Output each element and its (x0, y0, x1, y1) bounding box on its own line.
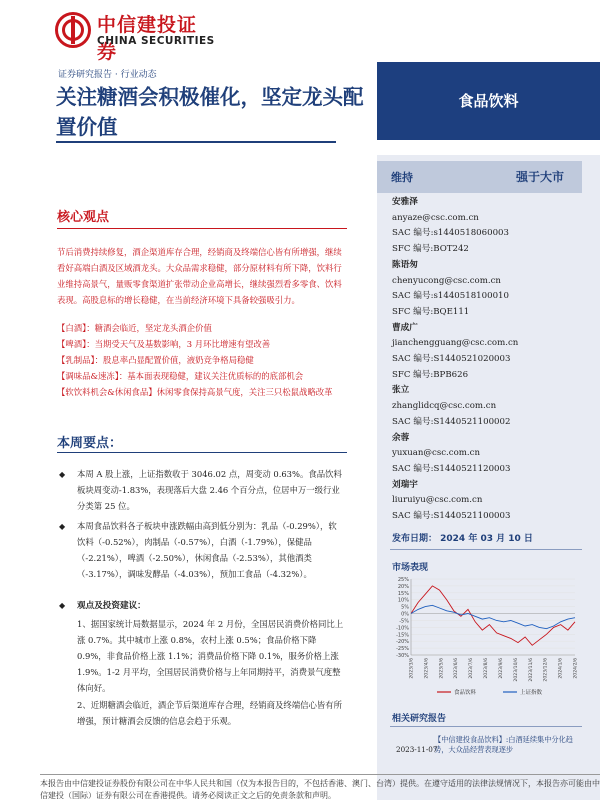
analyst-entry (392, 321, 582, 384)
investment-advice-1: 1、据国家统计局数据显示，2024 年 2 月份，全国居民消费价格同比上涨 0.7%。其中城市上涨 0.8%，农村上涨 0.5%；食品价格下降 0.9%，非食品价格上涨 1.1%；消费品价格下降 0.1%，服务价格上涨 1.9%。1-2 月平均，全国居民消费价格与上年同期持平，消费景气度整体向好。 (77, 619, 344, 693)
analyst-sac: SAC 编号:S1440521100002 (392, 416, 511, 427)
y-tick-label: -10% (396, 625, 409, 632)
y-tick-label: -15% (396, 632, 409, 639)
x-tick-label: 2023/6/6 (454, 658, 460, 679)
analyst-name: 陈语匆 (392, 259, 418, 270)
y-tick-label: -20% (396, 639, 409, 646)
related-report-date: 2023-11-07 (396, 745, 438, 754)
x-tick-label: 2023/8/6 (484, 658, 490, 679)
x-tick-label: 2024/1/6 (558, 658, 564, 679)
y-tick-label: 0% (401, 611, 409, 618)
core-view-points (57, 320, 344, 400)
legend-label-food-beverage: 食品饮料 (454, 690, 477, 696)
analyst-sac: SAC 编号:S1440521120003 (392, 463, 511, 474)
investment-advice-2: 2、近期糖酒会临近，酒企节后渠道库存合理，经销商及终端信心皆有所增强，预计糖酒会反馈的信息会趋于乐观。 (77, 700, 342, 726)
core-point: 【软饮料机会&休闲食品】休闲零食保持高景气度，关注三只松鼠战略改革 (57, 387, 333, 397)
x-tick-label: 2024/2/6 (573, 658, 579, 679)
x-tick-label: 2023/5/6 (439, 658, 445, 679)
analyst-sac: SAC 编号:S1440521020003 (392, 354, 511, 365)
title-divider (56, 141, 336, 143)
y-tick-label: -5% (399, 618, 409, 625)
analyst-email[interactable]: yuxuan@csc.com.cn (392, 448, 481, 459)
x-tick-label: 2023/3/6 (409, 658, 415, 679)
industry-banner (377, 62, 600, 140)
core-point: 【白酒】：糖酒会临近，坚定龙头酒企价值 (57, 323, 212, 333)
analyst-email[interactable]: chenyucong@csc.com.cn (392, 275, 501, 286)
analyst-sfc: SFC 编号:BQE111 (392, 306, 470, 317)
analyst-name: 余蓉 (392, 432, 410, 443)
related-reports-title: 相关研究报告 (392, 714, 447, 724)
csc-logo-icon (55, 12, 91, 48)
x-tick-label: 2023/7/6 (469, 658, 475, 679)
analyst-email[interactable]: liuruiyu@csc.com.cn (392, 495, 483, 506)
analyst-name: 曹成广 (392, 322, 418, 333)
analyst-email[interactable]: jianchengguang@csc.com.cn (392, 338, 519, 349)
diamond-bullet-icon: ◆ (59, 522, 66, 531)
analyst-entry (392, 431, 582, 478)
disclaimer: 本报告由中信建投证券股份有限公司在中华人民共和国（仅为本报告目的，不包括香港、澳门、台湾）提供。在遵守适用的法律法规情况下，本报告亦可能由中信建投（国际）证券有限公司在香港提供。请务必阅读正文之后的免责条款和声明。 (40, 779, 600, 800)
related-reports-divider (390, 726, 582, 727)
y-tick-label: 25% (397, 577, 409, 583)
disclaimer-divider (40, 774, 600, 775)
analyst-sac: SAC 编号:S1440521100003 (392, 511, 511, 522)
core-point: 【啤酒】：当期受天气及基数影响，3 月环比增速有望改善 (57, 339, 271, 349)
legend-label-shanghai-index: 上证指数 (520, 690, 543, 696)
analyst-entry (392, 383, 582, 430)
analyst-entry (392, 478, 582, 525)
analyst-sfc: SFC 编号:BOT242 (392, 244, 469, 255)
related-report-item[interactable] (396, 735, 584, 755)
x-tick-label: 2023/12/6 (543, 658, 549, 682)
market-performance-title: 市场表现 (392, 563, 429, 573)
analyst-sac: SAC 编号:s1440518100010 (392, 291, 509, 302)
analyst-entry (392, 195, 582, 258)
x-tick-label: 2023/10/6 (513, 658, 519, 682)
publish-date-divider (390, 549, 582, 550)
logo-chinese-name: 中信建投证券 (97, 14, 198, 63)
weekly-highlights-divider (57, 452, 347, 453)
diamond-bullet-icon: ◆ (59, 470, 66, 479)
core-point: 【调味品&速冻】：基本面表现稳健，建议关注优质标的的底部机会 (57, 371, 304, 381)
y-tick-label: 15% (397, 590, 409, 597)
report-type: 证券研究报告 · 行业动态 (58, 70, 157, 80)
analyst-list (392, 195, 582, 525)
y-tick-label: 5% (401, 604, 409, 611)
core-view-divider (57, 228, 347, 229)
series-line-shanghai-index (411, 605, 575, 628)
investment-advice-title: 观点及投资建议： (77, 601, 146, 611)
weekly-bullet-2: 本周食品饮料各子板块申涨跌幅由高到低分别为：乳品（-0.29%），软饮料（-0.52%），肉制品（-0.57%），白酒（-1.79%），保健品（-2.21%），啤酒（-2.50%），休闲食品（-2.53%），其他酒类（-3.17%），调味发酵品（-4.03%），预加工食品（-4.32%）。 (77, 521, 337, 579)
x-tick-label: 2023/9/6 (498, 658, 504, 679)
y-tick-label: -30% (396, 653, 409, 659)
y-tick-label: 10% (397, 597, 409, 604)
y-tick-label: 20% (397, 583, 409, 590)
diamond-bullet-icon: ◆ (59, 601, 66, 610)
analyst-name: 张立 (392, 385, 410, 396)
rating-bar (377, 161, 582, 193)
report-title: 关注糖酒会积极催化，坚定龙头配置价值 (56, 85, 364, 139)
industry-label: 食品饮料 (458, 92, 519, 110)
analyst-sac: SAC 编号:s1440518060003 (392, 228, 509, 239)
analyst-email[interactable]: zhanglidcq@csc.com.cn (392, 401, 497, 412)
x-tick-label: 2023/11/6 (528, 658, 534, 682)
x-tick-label: 2023/4/6 (424, 658, 430, 679)
analyst-name: 安雅泽 (392, 197, 418, 207)
analyst-sfc: SFC 编号:BPB626 (392, 369, 469, 380)
rating-action: 维持 (391, 171, 413, 184)
rating-value: 强于大市 (515, 170, 564, 184)
logo-english-name: CHINA SECURITIES (97, 35, 215, 47)
core-point: 【乳制品】：股息率凸显配置价值，液奶竞争格局稳健 (57, 355, 254, 365)
y-tick-label: -25% (396, 646, 409, 653)
core-view-title: 核心观点 (57, 210, 110, 225)
weekly-highlights-title: 本周要点： (57, 436, 123, 451)
core-view-paragraph: 节后消费持续修复，酒企渠道库存合理，经销商及终端信心皆有所增强，继续看好高端白酒及区域酒龙头。大众品需求稳健，部分原材料有所下降，饮料行业维持高景气，量贩零食渠道扩张带动企业高增长，继续强烈看多零食、饮料表现。高股息标的增长稳健，在当前经济环境下具备较强吸引力。 (57, 247, 342, 305)
related-report-text[interactable]: 【中信建投食品饮料】:白酒延续集中分化趋势，大众品经营表现逐步 (434, 735, 573, 754)
analyst-entry (392, 258, 582, 321)
weekly-bullet-1: 本周 A 股上涨，上证指数收于 3046.02 点，周变动 0.63%。食品饮料板块周变动-1.83%，表现落后大盘 2.46 个百分点，位居申万一级行业分类第 25 位。 (77, 469, 342, 511)
company-logo (55, 10, 215, 63)
market-performance-chart (385, 575, 583, 705)
series-line-food-beverage (411, 586, 575, 645)
analyst-email[interactable]: anyaze@csc.com.cn (392, 212, 479, 223)
analyst-name: 刘瑞宇 (392, 479, 418, 490)
publish-date: 发布日期： 2024 年 03 月 10 日 (392, 534, 533, 544)
